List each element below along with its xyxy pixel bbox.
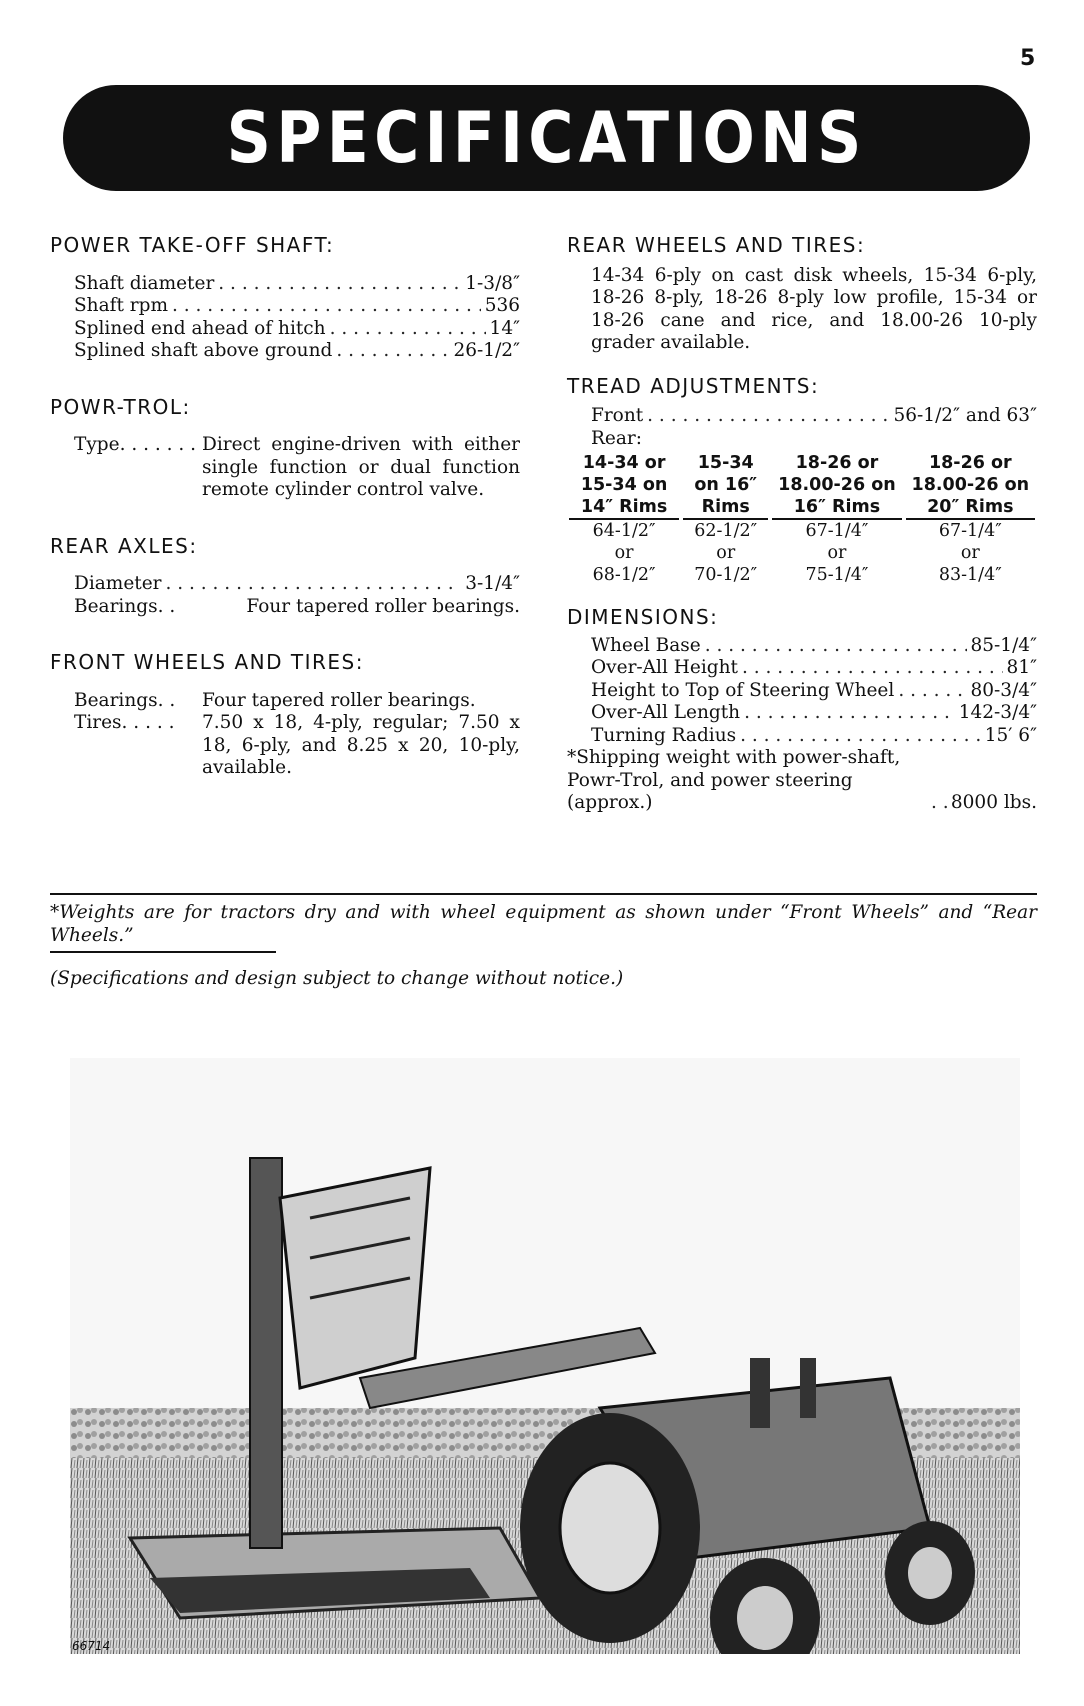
dimensions-section (567, 606, 1037, 815)
type-value: Direct engine-driven with either single function or dual function remote cylinder control valve. (202, 434, 520, 500)
tread-heading: TREAD ADJUSTMENTS: (567, 373, 820, 398)
rear-axles-section (50, 535, 520, 619)
spec-row: Shaft diameter . . . 1-3/8″ (74, 273, 520, 296)
spec-row: Splined end ahead of hitch . . . 14″ (74, 318, 520, 341)
spec-row: Splined shaft above ground . . . 26-1/2″ (74, 340, 520, 363)
tread-col-header: 14-34 or 15-34 on 14″ Rims (567, 452, 681, 520)
powrtrol-section (50, 396, 520, 502)
divider (50, 893, 1037, 895)
powrtrol-heading: POWR-TROL: (50, 394, 191, 419)
left-column (50, 234, 520, 813)
tread-table (567, 452, 1037, 586)
spec-row: Bearings. . Four tapered roller bearings. (74, 595, 520, 617)
table-row: 64-1/2″ 62-1/2″ 67-1/4″ 67-1/4″ (592, 521, 1002, 541)
disclaimer: (Specifications and design subject to change without notice.) (50, 968, 624, 989)
spec-row: Front . . . 56-1/2″ and 63″ (591, 405, 1037, 428)
spec-row: Shaft rpm . . . 536 (74, 295, 520, 318)
page-title: SPECIFICATIONS (226, 97, 867, 179)
spec-row: Wheel Base . . . 85-1/4″ (591, 635, 1037, 658)
title-banner (63, 85, 1030, 191)
rear-wheels-section (567, 234, 1037, 355)
spec-row: *Shipping weight with power-shaft, Powr-Trol, and power steering (approx.) . . . 8000 lbs. (567, 747, 1037, 815)
tractor-harvester-photo (70, 1058, 1020, 1654)
table-row: 68-1/2″ 70-1/2″ 75-1/4″ 83-1/4″ (592, 565, 1002, 585)
table-row: or or or or (614, 543, 980, 563)
right-column (567, 234, 1037, 815)
photo-code: 66714 (72, 1639, 111, 1653)
page-number: 5 (1020, 46, 1036, 71)
rear-wheels-text: 14-34 6-ply on cast disk wheels, 15-34 6-ply, 18-26 8-ply, 18-26 8-ply low profile, 15-34 or 18-26 cane and rice, and 18.00-26 10-ply grader available. (591, 264, 1037, 353)
front-wheels-heading: FRONT WHEELS AND TIRES: (50, 650, 364, 674)
front-wheels-section (50, 651, 520, 780)
rear-label: Rear: (591, 427, 642, 449)
rear-axles-heading: REAR AXLES: (50, 533, 198, 558)
tread-col-header: 18-26 or 18.00-26 on 16″ Rims (770, 452, 903, 520)
tires-label: Tires. . . . . (74, 712, 175, 733)
footnote-underline (50, 951, 276, 953)
pto-section (50, 234, 520, 363)
spec-row: Turning Radius . . . 15′ 6″ (591, 725, 1037, 748)
spec-row: Over-All Height . . . 81″ (591, 657, 1037, 680)
tread-section (567, 375, 1037, 587)
weights-footnote: *Weights are for tractors dry and with wheel equipment as shown under “Front Wheels” and “Rear Wheels.” (50, 902, 1037, 946)
type-label: Type. . . . . . . (74, 434, 197, 455)
bearings-label: Bearings. . (74, 689, 176, 711)
tires-value: 7.50 x 18, 4-ply, regular; 7.50 x 18, 6-ply, and 8.25 x 20, 10-ply, available. (202, 712, 520, 778)
tread-col-header: 15-34 on 16″ Rims (681, 452, 770, 520)
pto-heading: POWER TAKE-OFF SHAFT: (50, 233, 335, 257)
tread-col-header: 18-26 or 18.00-26 on 20″ Rims (904, 452, 1037, 520)
spec-row: Over-All Length . . . 142-3/4″ (591, 702, 1037, 725)
rear-wheels-heading: REAR WHEELS AND TIRES: (567, 233, 866, 257)
spec-row: Diameter . . . 3-1/4″ (74, 573, 520, 596)
dimensions-heading: DIMENSIONS: (567, 605, 719, 629)
spec-row: Height to Top of Steering Wheel . . . 80-3/4″ (591, 680, 1037, 703)
bearings-value: Four tapered roller bearings. (202, 689, 476, 711)
